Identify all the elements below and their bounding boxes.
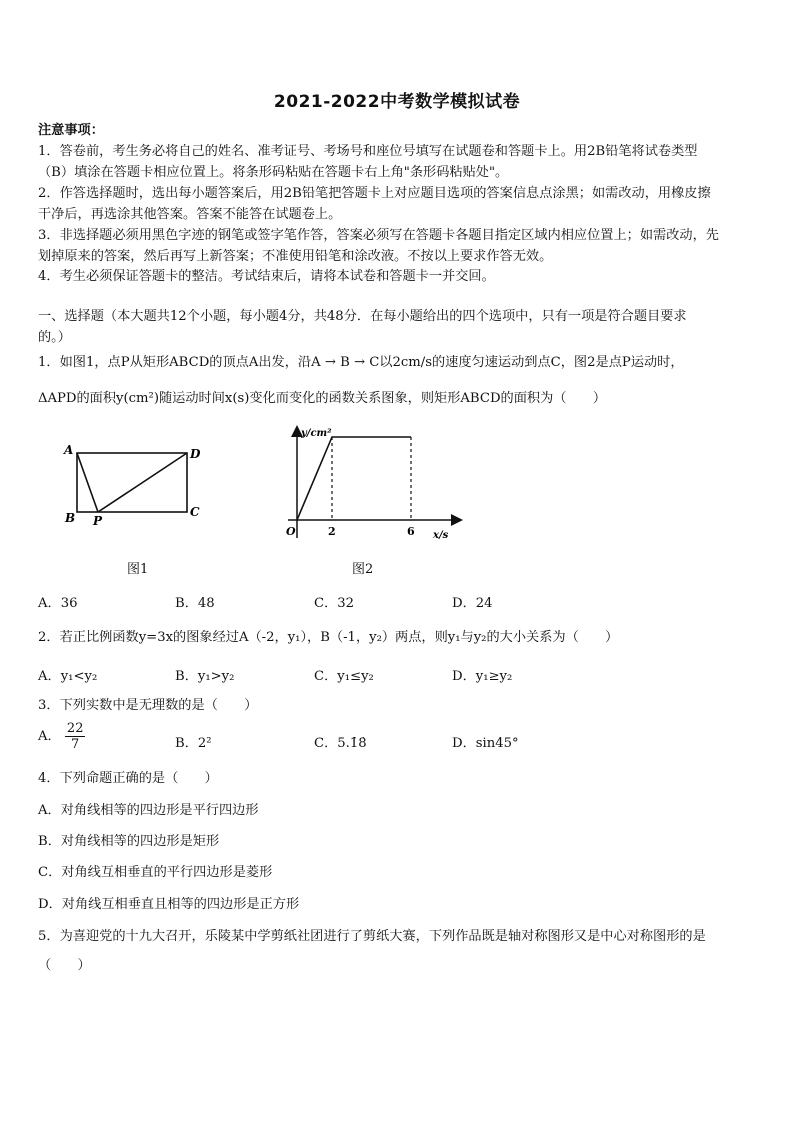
fraction-denominator: 7 xyxy=(71,737,80,752)
q4-option-a: A．对角线相等的四边形是平行四边形 xyxy=(38,803,259,818)
q4-option-c: C．对角线互相垂直的平行四边形是菱形 xyxy=(38,865,273,880)
q3-option-a-prefix: A． xyxy=(38,729,61,744)
q2-option-a: A．y₁<y₂ xyxy=(38,669,98,684)
notice-line: 3．非选择题必须用黑色字迹的钢笔或签字笔作答，答案必须写在答题卡各题目指定区域内相应位置上；如需改动，先 xyxy=(38,228,719,243)
q3-option-d: D．sin45° xyxy=(452,736,519,751)
question-2-stem: 2．若正比例函数y=3x的图象经过A（-2，y₁），B（-1，y₂）两点，则y₁与y₂的大小关系为（ ） xyxy=(38,630,619,645)
q1-option-d: D．24 xyxy=(452,596,493,611)
figure-2-caption: 图2 xyxy=(352,562,374,577)
question-5-stem-cont: （ ） xyxy=(38,958,91,973)
q1-option-b: B．48 xyxy=(175,596,215,611)
q3-option-c: C．5.1̇8̇ xyxy=(314,736,367,751)
notice-heading: 注意事项： xyxy=(38,123,104,138)
notice-line: 4．考生必须保证答题卡的整洁。考试结束后，请将本试卷和答题卡一并交回。 xyxy=(38,269,495,284)
question-4-stem: 4．下列命题正确的是（ ） xyxy=(38,771,218,786)
q1-option-a: A．36 xyxy=(38,596,78,611)
tick-label-6: 6 xyxy=(407,525,415,538)
fraction-numerator: 22 xyxy=(66,721,84,736)
notice-line: （B）填涂在答题卡相应位置上。将条形码粘贴在答题卡右上角"条形码粘贴处"。 xyxy=(38,165,509,180)
figure-1-rectangle xyxy=(60,440,220,530)
label-c: C xyxy=(190,505,200,519)
q4-option-b: B．对角线相等的四边形是矩形 xyxy=(38,834,220,849)
figure-2-graph xyxy=(270,420,470,545)
question-3-stem: 3．下列实数中是无理数的是（ ） xyxy=(38,698,258,713)
q2-option-c: C．y₁≤y₂ xyxy=(314,669,374,684)
section-heading: 一、选择题（本大题共12个小题，每小题4分，共48分．在每小题给出的四个选项中，只有一项是符合题目要求 xyxy=(38,309,687,324)
question-5-stem: 5．为喜迎党的十九大召开，乐陵某中学剪纸社团进行了剪纸大赛，下列作品既是轴对称图形又是中心对称图形的是 xyxy=(38,929,706,944)
q3-option-a xyxy=(38,721,85,752)
segment-pd xyxy=(98,453,187,512)
rectangle-abcd xyxy=(77,453,187,512)
y-axis-label: y/cm² xyxy=(301,428,332,439)
q1-option-c: C．32 xyxy=(314,596,355,611)
notice-line: 1．答卷前，考生务必将自己的姓名、准考证号、考场号和座位号填写在试题卷和答题卡上。用2B铅笔将试卷类型 xyxy=(38,144,698,159)
fraction-22-over-7 xyxy=(65,721,86,752)
question-1-stem-cont: ΔAPD的面积y(cm²)随运动时间x(s)变化而变化的函数关系图象，则矩形ABCD的面积为（ ） xyxy=(38,391,607,406)
figure-1-caption: 图1 xyxy=(127,562,149,577)
function-graph xyxy=(297,437,411,520)
label-d: D xyxy=(190,447,201,461)
q4-option-d: D．对角线互相垂直且相等的四边形是正方形 xyxy=(38,897,300,912)
segment-ap xyxy=(77,453,98,512)
label-p: P xyxy=(93,514,103,528)
label-b: B xyxy=(65,511,76,525)
notice-line: 2．作答选择题时，选出每小题答案后，用2B铅笔把答题卡上对应题目选项的答案信息点涂黑；如需改动，用橡皮擦 xyxy=(38,186,711,201)
q2-option-d: D．y₁≥y₂ xyxy=(452,669,513,684)
section-heading-cont: 的。） xyxy=(38,330,71,345)
origin-label: O xyxy=(286,525,296,538)
question-1-stem: 1．如图1，点P从矩形ABCD的顶点A出发，沿A → B → C以2cm/s的速度匀速运动到点C，图2是点P运动时， xyxy=(38,355,684,370)
notice-line: 划掉原来的答案，然后再写上新答案；不准使用铅笔和涂改液。不按以上要求作答无效。 xyxy=(38,249,553,264)
page-title: 2021-2022中考数学模拟试卷 xyxy=(273,92,521,112)
q3-option-b: B．2² xyxy=(175,736,212,751)
q2-option-b: B．y₁>y₂ xyxy=(175,669,235,684)
label-a: A xyxy=(64,443,74,457)
tick-label-2: 2 xyxy=(328,525,336,538)
notice-line: 干净后，再选涂其他答案。答案不能答在试题卷上。 xyxy=(38,207,342,222)
x-axis-label: x/s xyxy=(433,530,449,541)
